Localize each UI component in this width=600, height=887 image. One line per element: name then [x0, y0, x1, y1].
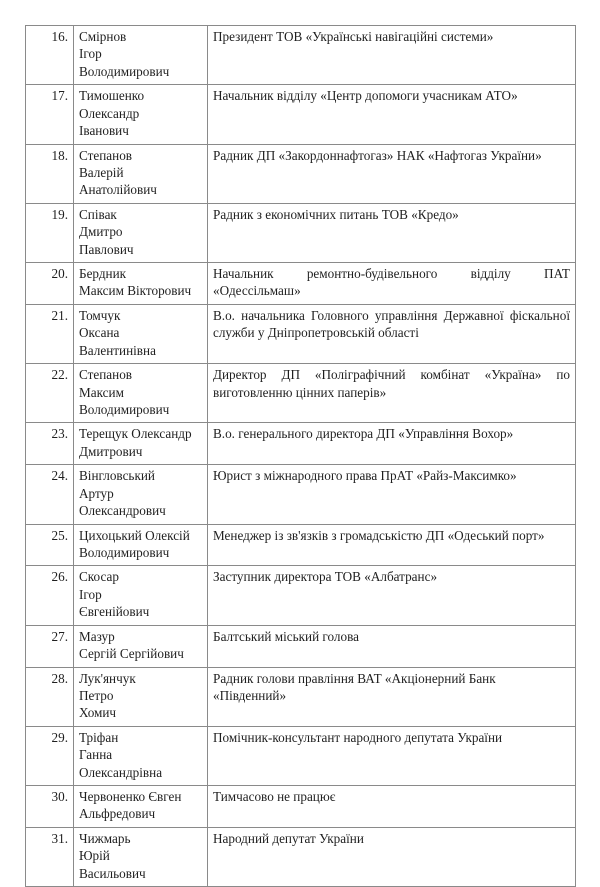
row-number: 16. [26, 26, 74, 85]
person-name-line: Оксана [79, 325, 120, 341]
row-number: 31. [26, 827, 74, 886]
person-name-line: Володимирович [79, 402, 170, 418]
person-position: В.о. начальника Головного управління Державної фіскальної служби у Дніпропетровській області [208, 304, 576, 363]
row-number: 27. [26, 625, 74, 667]
person-name-line: Цихоцький Олексій [79, 527, 190, 543]
person-name-line: Хомич [79, 705, 117, 721]
person-name-line: Анатолійович [79, 182, 157, 198]
person-name [74, 144, 208, 203]
person-name [74, 304, 208, 363]
row-number: 20. [26, 263, 74, 305]
person-name-line: Васильович [79, 865, 146, 881]
person-position: Радник з економічних питань ТОВ «Кредо» [208, 203, 576, 262]
person-name [74, 566, 208, 625]
person-name-line: Петро [79, 687, 114, 703]
person-position: Радник ДП «Закордоннафтогаз» НАК «Нафтогаз України» [208, 144, 576, 203]
person-name-line: Тимошенко [79, 88, 145, 104]
person-name [74, 465, 208, 524]
table-row [26, 423, 576, 465]
person-name-line: Олександрівна [79, 764, 163, 780]
person-name-line: Максим Вікторович [79, 283, 192, 299]
person-position: Заступник директора ТОВ «Албатранс» [208, 566, 576, 625]
table-row [26, 465, 576, 524]
person-name-line: Ігор [79, 586, 102, 602]
person-name [74, 423, 208, 465]
person-name [74, 524, 208, 566]
person-position: Радник голови правління ВАТ «Акціонерний Банк «Південний» [208, 667, 576, 726]
person-name-line: Степанов [79, 367, 133, 383]
person-name-line: Дмитро [79, 224, 123, 240]
persons-table-container [25, 25, 575, 887]
table-row [26, 786, 576, 828]
person-position: В.о. генерального директора ДП «Управління Вохор» [208, 423, 576, 465]
person-position: Помічник-консультант народного депутата України [208, 726, 576, 785]
person-name-line: Валерій [79, 164, 124, 180]
table-row [26, 203, 576, 262]
person-name [74, 827, 208, 886]
person-name [74, 263, 208, 305]
person-name-line: Дмитрович [79, 443, 143, 459]
row-number: 19. [26, 203, 74, 262]
person-name [74, 364, 208, 423]
person-name-line: Олександр [79, 105, 140, 121]
person-name-line: Ганна [79, 747, 113, 763]
person-position: Юрист з міжнародного права ПрАТ «Райз-Максимко» [208, 465, 576, 524]
table-row [26, 144, 576, 203]
persons-table-body [26, 26, 576, 887]
table-row [26, 827, 576, 886]
person-name-line: Бердник [79, 266, 127, 282]
person-position: Начальник ремонтно-будівельного відділу ПАТ «Одессільмаш» [208, 263, 576, 305]
persons-table [25, 25, 576, 887]
person-name [74, 726, 208, 785]
person-position: Президент ТОВ «Українські навігаційні системи» [208, 26, 576, 85]
table-row [26, 726, 576, 785]
person-name-line: Володимирович [79, 544, 170, 560]
person-name-line: Скосар [79, 569, 119, 585]
person-name [74, 203, 208, 262]
row-number: 26. [26, 566, 74, 625]
person-name [74, 26, 208, 85]
person-name-line: Смірнов [79, 29, 127, 44]
person-name-line: Артур [79, 485, 114, 501]
person-name-line: Ігор [79, 46, 102, 62]
row-number: 25. [26, 524, 74, 566]
person-position: Начальник відділу «Центр допомоги учасникам АТО» [208, 85, 576, 144]
row-number: 30. [26, 786, 74, 828]
person-name-line: Максим [79, 384, 124, 400]
person-position: Народний депутат України [208, 827, 576, 886]
person-name-line: Вінгловський [79, 468, 155, 484]
table-row [26, 85, 576, 144]
table-row [26, 524, 576, 566]
person-position: Директор ДП «Поліграфічний комбінат «Україна» по виготовленню цінних паперів» [208, 364, 576, 423]
person-name [74, 625, 208, 667]
table-row [26, 566, 576, 625]
row-number: 28. [26, 667, 74, 726]
person-position: Балтський міський голова [208, 625, 576, 667]
person-name-line: Іванович [79, 123, 129, 139]
person-name-line: Сергій Сергійович [79, 646, 184, 662]
person-name-line: Євгенійович [79, 604, 150, 620]
person-name-line: Степанов [79, 147, 133, 163]
person-name-line: Терещук Олександр [79, 426, 192, 442]
table-row [26, 26, 576, 85]
person-name-line: Валентинівна [79, 342, 156, 358]
person-name [74, 667, 208, 726]
table-row [26, 304, 576, 363]
person-name-line: Володимирович [79, 63, 170, 79]
row-number: 17. [26, 85, 74, 144]
person-name-line: Тріфан [79, 729, 119, 745]
person-name-line: Томчук [79, 307, 121, 323]
table-row [26, 625, 576, 667]
row-number: 21. [26, 304, 74, 363]
row-number: 22. [26, 364, 74, 423]
person-name [74, 85, 208, 144]
person-name-line: Мазур [79, 628, 115, 644]
row-number: 29. [26, 726, 74, 785]
person-position: Менеджер із зв'язків з громадськістю ДП «Одеський порт» [208, 524, 576, 566]
person-name [74, 786, 208, 828]
table-row [26, 263, 576, 305]
row-number: 24. [26, 465, 74, 524]
person-name-line: Олександрович [79, 503, 166, 519]
person-name-line: Чижмарь [79, 830, 131, 846]
person-name-line: Співак [79, 206, 117, 222]
person-name-line: Юрій [79, 848, 110, 864]
person-position: Тимчасово не працює [208, 786, 576, 828]
person-name-line: Павлович [79, 241, 134, 257]
person-name-line: Лук'янчук [79, 670, 136, 686]
person-name-line: Червоненко Євген [79, 789, 182, 805]
row-number: 18. [26, 144, 74, 203]
row-number: 23. [26, 423, 74, 465]
table-row [26, 364, 576, 423]
table-row [26, 667, 576, 726]
person-name-line: Альфредович [79, 806, 156, 822]
